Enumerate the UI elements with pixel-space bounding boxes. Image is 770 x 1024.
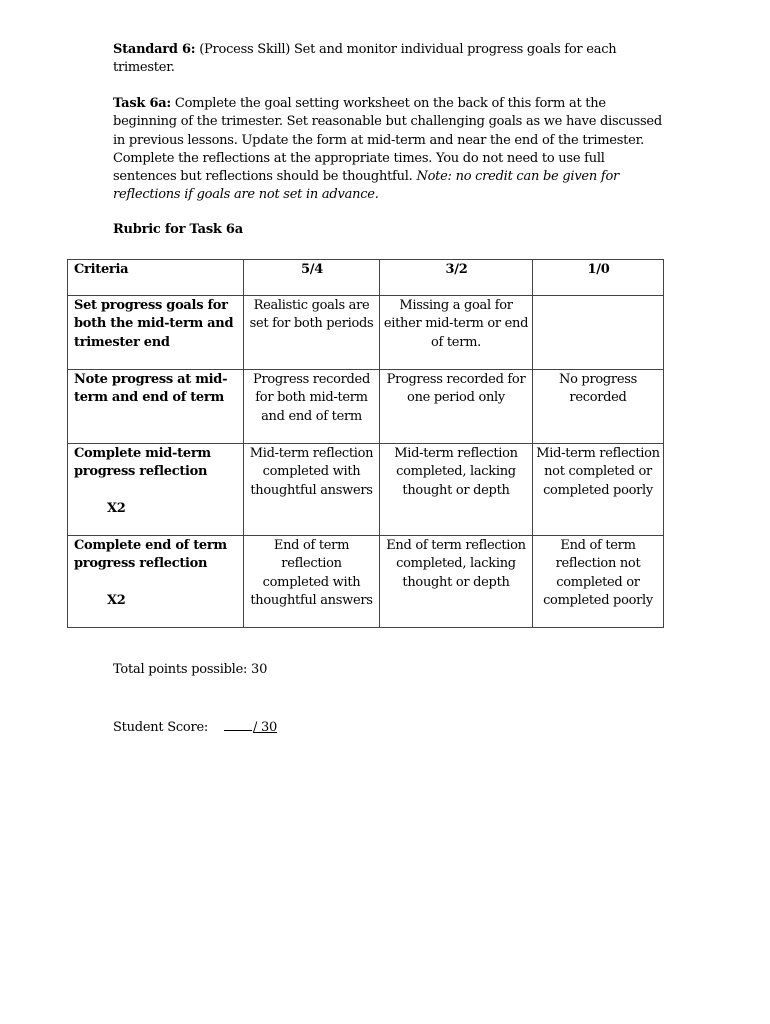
score-5-4-cell: Progress recorded for both mid-term and end of term bbox=[244, 370, 380, 444]
multiplier-label: X2 bbox=[107, 592, 126, 608]
rubric-table bbox=[67, 259, 664, 628]
header-criteria: Criteria bbox=[68, 260, 244, 296]
score-5-4-cell: End of term reflection completed with thoughtful answers bbox=[244, 536, 380, 628]
header-1-0: 1/0 bbox=[533, 260, 664, 296]
standard-lead: Standard 6: bbox=[113, 42, 196, 57]
score-out-of: / 30 bbox=[252, 720, 278, 735]
table-row bbox=[68, 536, 664, 628]
standard-paragraph bbox=[113, 41, 663, 78]
multiplier-label: X2 bbox=[107, 500, 126, 516]
criteria-cell bbox=[68, 296, 244, 370]
score-5-4-cell: Realistic goals are set for both periods bbox=[244, 296, 380, 370]
task-text: Complete the goal setting worksheet on the back of this form at the beginning of the trimester. Set reasonable but challenging goals as we have discussed in previous lessons. Update the form at mid-term and near the end of the trimester. Complete the reflections at the appropriate times. You do not need to use full sentences but reflections should be thoughtful. bbox=[113, 96, 662, 185]
score-1-0-cell: No progress recorded bbox=[533, 370, 664, 444]
table-row bbox=[68, 444, 664, 536]
criteria-text: Complete mid-term progress reflection bbox=[74, 446, 211, 480]
rubric-title: Rubric for Task 6a bbox=[113, 222, 243, 237]
score-3-2-cell: End of term reflection completed, lacking thought or depth bbox=[380, 536, 533, 628]
total-points: Total points possible: 30 bbox=[113, 662, 268, 677]
table-row bbox=[68, 296, 664, 370]
student-score-blank[interactable] bbox=[224, 718, 277, 735]
score-3-2-cell: Mid-term reflection completed, lacking thought or depth bbox=[380, 444, 533, 536]
standard-text: (Process Skill) Set and monitor individual progress goals for each trimester. bbox=[113, 42, 617, 76]
table-row bbox=[68, 370, 664, 444]
criteria-cell bbox=[68, 444, 244, 536]
score-5-4-cell: Mid-term reflection completed with thoughtful answers bbox=[244, 444, 380, 536]
score-3-2-cell: Progress recorded for one period only bbox=[380, 370, 533, 444]
student-score-label: Student Score: bbox=[113, 720, 209, 735]
student-score-line bbox=[113, 718, 277, 735]
criteria-text: Set progress goals for both the mid-term and trimester end bbox=[74, 298, 234, 350]
task-lead: Task 6a: bbox=[113, 96, 171, 111]
header-3-2: 3/2 bbox=[380, 260, 533, 296]
score-3-2-cell: Missing a goal for either mid-term or end of term. bbox=[380, 296, 533, 370]
score-1-0-cell: End of term reflection not completed or completed poorly bbox=[533, 536, 664, 628]
header-5-4: 5/4 bbox=[244, 260, 380, 296]
score-underline bbox=[224, 718, 252, 731]
rubric-header-row bbox=[68, 260, 664, 296]
task-note: Note: no credit can be given for reflections if goals are not set in advance. bbox=[113, 169, 619, 203]
task-paragraph bbox=[113, 95, 663, 205]
criteria-cell bbox=[68, 536, 244, 628]
criteria-cell bbox=[68, 370, 244, 444]
criteria-text: Complete end of term progress reflection bbox=[74, 538, 227, 572]
score-1-0-cell: Mid-term reflection not completed or completed poorly bbox=[533, 444, 664, 536]
score-1-0-cell bbox=[533, 296, 664, 370]
criteria-text: Note progress at mid-term and end of term bbox=[74, 372, 228, 406]
